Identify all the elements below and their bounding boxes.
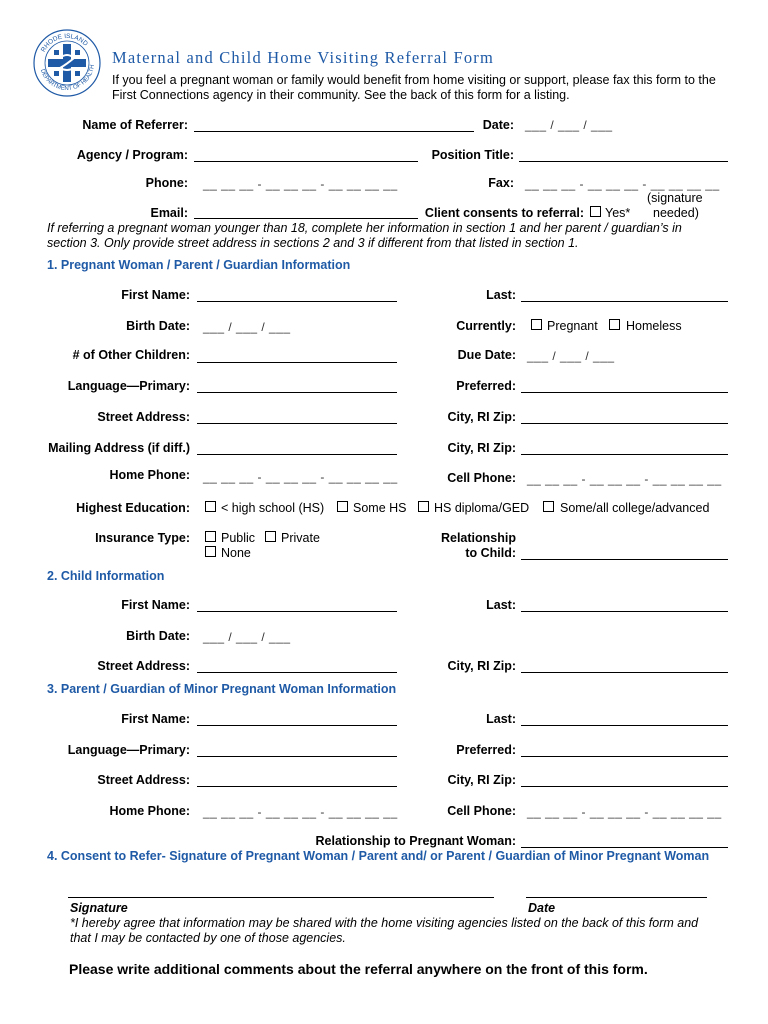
s2-last-name-field[interactable] — [521, 611, 728, 612]
section-3-heading: 3. Parent / Guardian of Minor Pregnant Woman Information — [47, 682, 397, 696]
s1-birth-date-label: Birth Date: — [126, 319, 190, 333]
s3-street-address-label: Street Address: — [97, 773, 190, 787]
s1-pregnant-checkbox[interactable] — [531, 319, 542, 330]
s3-cell-phone-field[interactable]: __ __ __ - __ __ __ - __ __ __ __ — [527, 805, 722, 819]
edu-college-checkbox[interactable] — [543, 501, 554, 512]
referrer-phone-label: Phone: — [145, 176, 188, 190]
s2-street-address-field[interactable] — [197, 672, 397, 673]
s1-relationship-label-1: Relationship — [440, 531, 516, 545]
s3-first-name-field[interactable] — [197, 725, 397, 726]
s1-street-address-label: Street Address: — [97, 410, 190, 424]
edu-less-than-hs-label: < high school (HS) — [221, 501, 325, 515]
edu-hs-diploma-label: HS diploma/GED — [434, 501, 530, 515]
s2-street-address-label: Street Address: — [97, 659, 190, 673]
s3-relationship-label: Relationship to Pregnant Woman: — [315, 834, 516, 848]
signature-needed-note-2: needed) — [653, 206, 699, 220]
s1-due-date-field[interactable]: ___ / ___ / ___ — [527, 349, 615, 363]
s1-city-zip-label: City, RI Zip: — [447, 410, 516, 424]
insurance-public-checkbox[interactable] — [205, 531, 216, 542]
agency-field[interactable] — [194, 161, 418, 162]
section-4-heading: 4. Consent to Refer- Signature of Pregnant Woman / Parent and/ or Parent / Guardian of Minor Pregnant Woman — [47, 849, 710, 863]
referrer-email-field[interactable] — [194, 218, 418, 219]
insurance-private-label: Private — [281, 531, 320, 545]
s1-mailing-address-field[interactable] — [197, 454, 397, 455]
s3-first-name-label: First Name: — [121, 712, 190, 726]
s1-preferred-label: Preferred: — [456, 379, 516, 393]
s1-cell-phone-field[interactable]: __ __ __ - __ __ __ - __ __ __ __ — [527, 472, 722, 486]
referrer-fax-field[interactable]: __ __ __ - __ __ __ - __ __ __ __ — [525, 177, 720, 191]
signature-date-label: Date — [528, 901, 556, 915]
insurance-private-checkbox[interactable] — [265, 531, 276, 542]
referrer-fax-label: Fax: — [488, 176, 514, 190]
signature-field[interactable] — [68, 897, 494, 898]
s3-relationship-field[interactable] — [521, 847, 728, 848]
intro-line-2: First Connections agency in their community. See the back of this form for a listing. — [112, 88, 570, 102]
consent-agreement-line-2: that I may be contacted by one of those agencies. — [70, 931, 346, 945]
department-of-health-logo — [32, 28, 102, 98]
consent-yes-label: Yes* — [605, 206, 631, 220]
s3-language-primary-label: Language—Primary: — [67, 743, 190, 757]
section-2-heading: 2. Child Information — [47, 569, 165, 583]
s1-highest-education-label: Highest Education: — [76, 501, 190, 515]
s1-birth-date-field[interactable]: ___ / ___ / ___ — [203, 320, 291, 334]
s1-street-address-field[interactable] — [197, 423, 397, 424]
s2-first-name-field[interactable] — [197, 611, 397, 612]
s1-homeless-checkbox[interactable] — [609, 319, 620, 330]
referrer-date-label: Date: — [482, 118, 514, 132]
s1-preferred-field[interactable] — [521, 392, 728, 393]
insurance-none-checkbox[interactable] — [205, 546, 216, 557]
s1-mailing-city-zip-label: City, RI Zip: — [447, 441, 516, 455]
edu-less-than-hs-checkbox[interactable] — [205, 501, 216, 512]
s1-other-children-label: # of Other Children: — [72, 348, 190, 362]
instructions-line-2: section 3. Only provide street address in sections 2 and 3 if different from that listed in section 1. — [47, 236, 579, 250]
s1-relationship-label-2: to Child: — [465, 546, 516, 560]
s1-last-name-field[interactable] — [521, 301, 728, 302]
s2-first-name-label: First Name: — [121, 598, 190, 612]
s3-preferred-label: Preferred: — [456, 743, 516, 757]
s3-last-name-field[interactable] — [521, 725, 728, 726]
instructions-line-1: If referring a pregnant woman younger than 18, complete her information in section 1 and her parent / guardian’s in — [47, 221, 682, 235]
consent-yes-checkbox[interactable] — [590, 206, 601, 217]
referrer-phone-field[interactable]: __ __ __ - __ __ __ - __ __ __ __ — [203, 177, 398, 191]
s3-last-name-label: Last: — [486, 712, 516, 726]
position-title-field[interactable] — [519, 161, 728, 162]
s2-city-zip-field[interactable] — [521, 672, 728, 673]
s2-birth-date-label: Birth Date: — [126, 629, 190, 643]
s3-street-address-field[interactable] — [197, 786, 397, 787]
s1-home-phone-field[interactable]: __ __ __ - __ __ __ - __ __ __ __ — [203, 470, 398, 484]
position-title-label: Position Title: — [431, 148, 514, 162]
edu-hs-diploma-checkbox[interactable] — [418, 501, 429, 512]
logo-text-bottom: DEPARTMENT OF HEALTH — [38, 64, 96, 93]
signature-label: Signature — [70, 901, 128, 915]
s1-language-primary-field[interactable] — [197, 392, 397, 393]
s1-other-children-field[interactable] — [197, 362, 397, 363]
consent-agreement-line-1: *I hereby agree that information may be shared with the home visiting agencies listed on the back of this form and — [70, 916, 699, 930]
s2-last-name-label: Last: — [486, 598, 516, 612]
s3-home-phone-field[interactable]: __ __ __ - __ __ __ - __ __ __ __ — [203, 805, 398, 819]
s1-homeless-label: Homeless — [626, 319, 682, 333]
s3-city-zip-label: City, RI Zip: — [447, 773, 516, 787]
s1-currently-label: Currently: — [456, 319, 516, 333]
s3-language-primary-field[interactable] — [197, 756, 397, 757]
s1-pregnant-label: Pregnant — [547, 319, 598, 333]
s2-birth-date-field[interactable]: ___ / ___ / ___ — [203, 630, 291, 644]
s3-preferred-field[interactable] — [521, 756, 728, 757]
edu-college-label: Some/all college/advanced — [560, 501, 710, 515]
form-title: Maternal and Child Home Visiting Referral Form — [112, 48, 495, 67]
referrer-name-label: Name of Referrer: — [82, 118, 188, 132]
referrer-date-field[interactable]: ___ / ___ / ___ — [525, 118, 613, 132]
referrer-email-label: Email: — [150, 206, 188, 220]
s1-insurance-type-label: Insurance Type: — [95, 531, 190, 545]
s1-relationship-field[interactable] — [521, 559, 728, 560]
s1-first-name-field[interactable] — [197, 301, 397, 302]
s3-home-phone-label: Home Phone: — [109, 804, 190, 818]
s1-first-name-label: First Name: — [121, 288, 190, 302]
additional-comments-note: Please write additional comments about the referral anywhere on the front of this form. — [69, 961, 648, 977]
s1-language-primary-label: Language—Primary: — [67, 379, 190, 393]
insurance-none-label: None — [221, 546, 251, 560]
s2-city-zip-label: City, RI Zip: — [447, 659, 516, 673]
s1-home-phone-label: Home Phone: — [109, 468, 190, 482]
agency-label: Agency / Program: — [76, 148, 188, 162]
intro-line-1: If you feel a pregnant woman or family would benefit from home visiting or support, please fax this form to the — [112, 73, 716, 87]
s3-city-zip-field[interactable] — [521, 786, 728, 787]
logo-text-top: RHODE ISLAND — [39, 32, 89, 54]
s1-city-zip-field[interactable] — [521, 423, 728, 424]
s1-cell-phone-label: Cell Phone: — [447, 471, 516, 485]
edu-some-hs-label: Some HS — [353, 501, 407, 515]
signature-date-field[interactable] — [526, 897, 707, 898]
s1-mailing-city-zip-field[interactable] — [521, 454, 728, 455]
signature-needed-note-1: (signature — [647, 191, 703, 205]
client-consent-label: Client consents to referral: — [424, 206, 584, 220]
s1-last-name-label: Last: — [486, 288, 516, 302]
referrer-name-field[interactable] — [194, 131, 474, 132]
insurance-public-label: Public — [221, 531, 256, 545]
section-1-heading: 1. Pregnant Woman / Parent / Guardian Information — [47, 258, 351, 272]
s1-mailing-address-label: Mailing Address (if diff.) — [48, 441, 190, 455]
s3-cell-phone-label: Cell Phone: — [447, 804, 516, 818]
s1-due-date-label: Due Date: — [457, 348, 516, 362]
edu-some-hs-checkbox[interactable] — [337, 501, 348, 512]
